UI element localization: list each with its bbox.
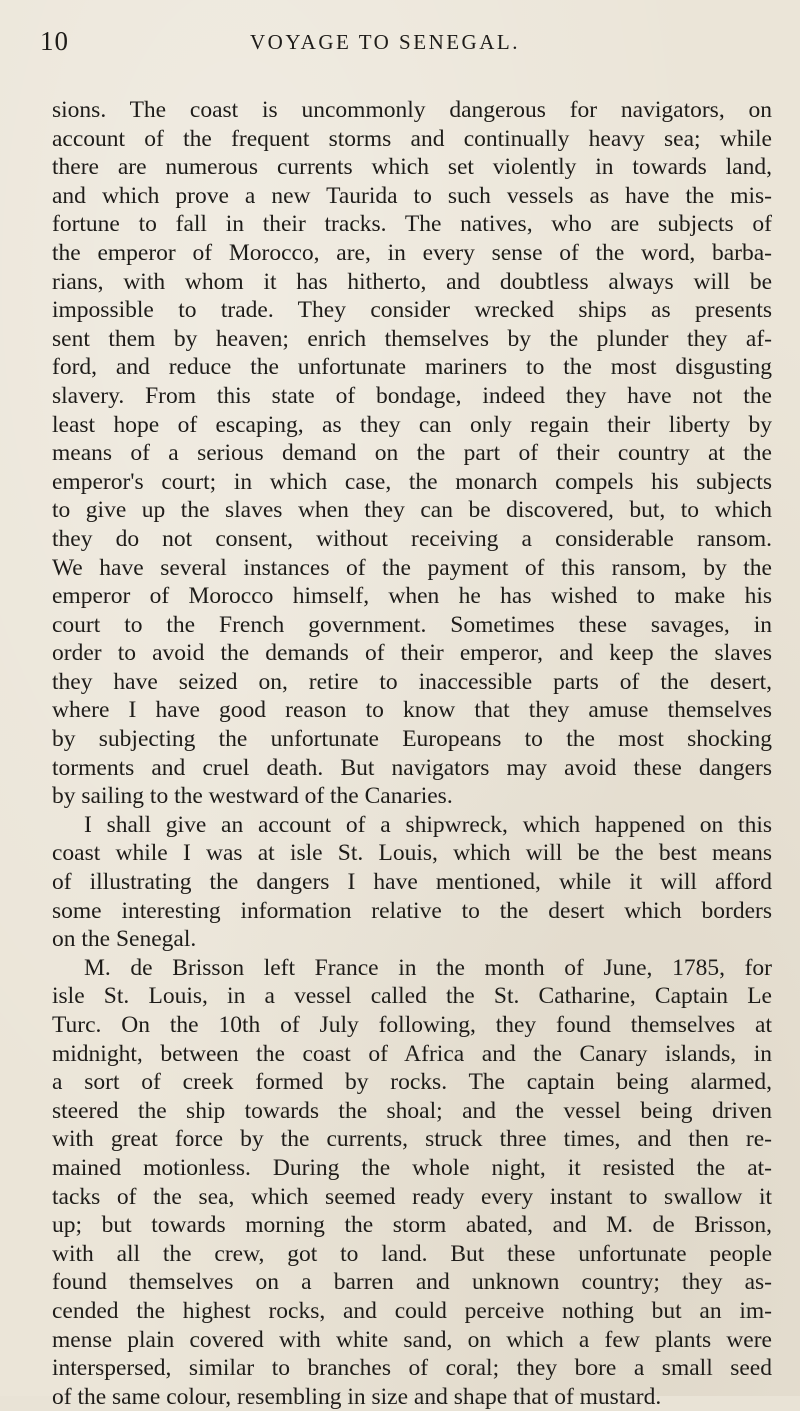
text-line: where I have good reason to know that they amuse themselves (52, 697, 772, 724)
page-number: 10 (40, 26, 69, 56)
text-line: up; but towards morning the storm abated, and M. de Brisson, (52, 1212, 772, 1239)
text-line: emperor's court; in which case, the monarch compels his subjects (52, 468, 772, 495)
text-line: mense plain covered with white sand, on which a few plants were (52, 1326, 772, 1353)
text-line: with great force by the currents, struck three times, and then re- (52, 1126, 772, 1153)
text-line: fortune to fall in their tracks. The natives, who are subjects of (52, 211, 772, 238)
text-line: mained motionless. During the whole night, it resisted the at- (52, 1154, 772, 1181)
text-line: steered the ship towards the shoal; and the vessel being driven (52, 1097, 772, 1124)
text-line: with all the crew, got to land. But these unfortunate people (52, 1240, 772, 1267)
text-line: torments and cruel death. But navigators may avoid these dangers (52, 754, 772, 781)
text-line: of illustrating the dangers I have mentioned, while it will afford (52, 869, 772, 896)
text-line: interspersed, similar to branches of coral; they bore a small seed (52, 1355, 772, 1382)
text-line: sent them by heaven; enrich themselves by the plunder they af- (52, 325, 772, 352)
text-line: ford, and reduce the unfortunate mariners to the most disgusting (52, 354, 772, 381)
text-line: midnight, between the coast of Africa and the Canary islands, in (52, 1040, 772, 1067)
text-line: found themselves on a barren and unknown country; they as- (52, 1269, 772, 1296)
text-line: means of a serious demand on the part of their country at the (52, 440, 772, 467)
text-line: court to the French government. Sometimes these savages, in (52, 611, 772, 638)
text-line: and which prove a new Taurida to such vessels as have the mis- (52, 182, 772, 209)
paragraph-first-line: I shall give an account of a shipwreck, which happened on this (84, 811, 772, 838)
text-line: cended the highest rocks, and could perceive nothing but an im- (52, 1297, 772, 1324)
text-line: isle St. Louis, in a vessel called the St. Catharine, Captain Le (52, 983, 772, 1010)
text-line: there are numerous currents which set violently in towards land, (52, 154, 772, 181)
body-text (52, 96, 772, 1411)
text-line: some interesting information relative to the desert which borders (52, 897, 772, 924)
text-line: tacks of the sea, which seemed ready every instant to swallow it (52, 1183, 772, 1210)
text-line: by subjecting the unfortunate Europeans to the most shocking (52, 726, 772, 753)
text-line: slavery. From this state of bondage, indeed they have not the (52, 382, 772, 409)
text-line: emperor of Morocco himself, when he has wished to make his (52, 583, 772, 610)
text-line: account of the frequent storms and continually heavy sea; while (52, 125, 772, 152)
paragraph-end-line: on the Senegal. (52, 926, 197, 953)
text-line: least hope of escaping, as they can only regain their liberty by (52, 411, 772, 438)
text-line: order to avoid the demands of their emperor, and keep the slaves (52, 640, 772, 667)
text-line: to give up the slaves when they can be discovered, but, to which (52, 497, 772, 524)
running-head: VOYAGE TO SENEGAL. (250, 30, 520, 54)
text-line: of the same colour, resembling in size and shape that of mustard. (52, 1383, 662, 1410)
text-line: they have seized on, retire to inaccessible parts of the desert, (52, 668, 772, 695)
paragraph-end-line: by sailing to the westward of the Canaries. (52, 783, 453, 810)
text-line: impossible to trade. They consider wrecked ships as presents (52, 297, 772, 324)
text-line: they do not consent, without receiving a considerable ransom. (52, 525, 772, 552)
page-header (40, 26, 760, 56)
text-line: We have several instances of the payment of this ransom, by the (52, 554, 772, 581)
text-line: rians, with whom it has hitherto, and doubtless always will be (52, 268, 772, 295)
text-line: coast while I was at isle St. Louis, which will be the best means (52, 840, 772, 867)
text-line: sions. The coast is uncommonly dangerous for navigators, on (52, 97, 772, 123)
text-line: Turc. On the 10th of July following, they found themselves at (52, 1012, 772, 1038)
text-line: the emperor of Morocco, are, in every sense of the word, barba- (52, 239, 772, 266)
paragraph-first-line: M. de Brisson left France in the month of June, 1785, for (84, 954, 772, 981)
text-line: a sort of creek formed by rocks. The captain being alarmed, (52, 1069, 772, 1096)
